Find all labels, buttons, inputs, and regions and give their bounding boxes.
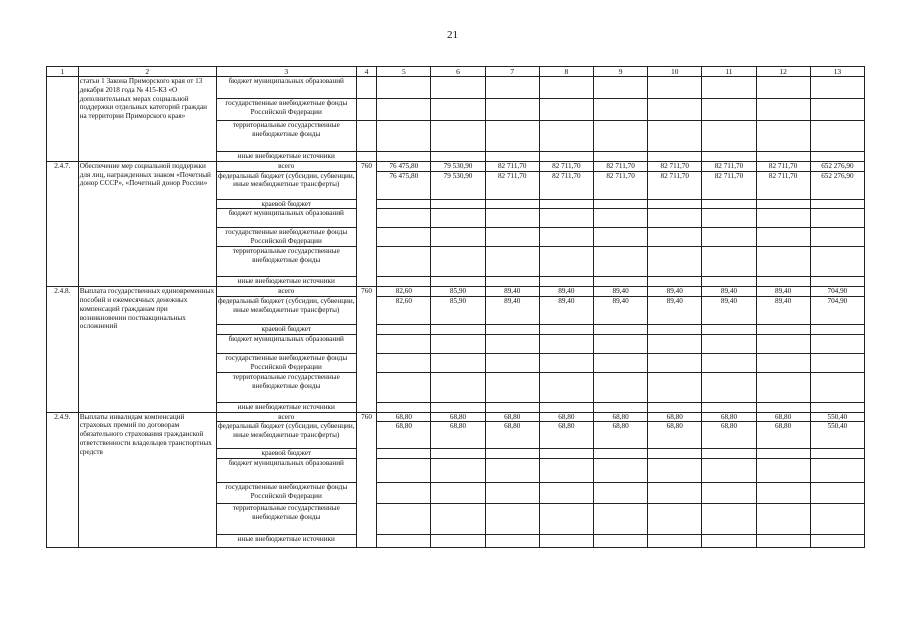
value-cell <box>756 121 810 152</box>
value-cell <box>377 372 431 402</box>
value-cell: 82 711,70 <box>485 171 539 199</box>
source-cell: федеральный бюджет (субсидии, субвенции, иные межбюджетные трансферты) <box>216 296 356 324</box>
table-row <box>47 412 865 422</box>
value-cell: 82 711,70 <box>539 171 593 199</box>
value-cell <box>431 199 485 209</box>
value-cell <box>485 535 539 548</box>
value-cell: 89,40 <box>539 296 593 324</box>
source-cell: государственные внебюджетные фонды Российской Федерации <box>216 228 356 247</box>
value-cell <box>377 277 431 287</box>
description-cell: Выплата государственных единовременных пособий и ежемесячных денежных компенсаций гражданам при возникновении поствакцинальных осложнений <box>78 287 216 412</box>
value-cell <box>756 504 810 535</box>
value-cell <box>431 334 485 353</box>
value-cell: 550,40 <box>810 412 864 422</box>
value-cell <box>810 199 864 209</box>
value-cell <box>810 483 864 504</box>
header-cell: 3 <box>216 67 356 77</box>
source-cell: бюджет муниципальных образований <box>216 459 356 483</box>
source-cell: территориальные государственные внебюджетные фонды <box>216 247 356 277</box>
value-cell <box>756 77 810 99</box>
value-cell <box>485 99 539 121</box>
value-cell <box>485 402 539 412</box>
value-cell: 89,40 <box>648 287 702 297</box>
value-cell <box>702 402 756 412</box>
value-cell: 79 530,90 <box>431 161 485 171</box>
value-cell <box>539 402 593 412</box>
value-cell <box>648 77 702 99</box>
value-cell <box>593 535 647 548</box>
value-cell <box>593 504 647 535</box>
value-cell <box>756 353 810 372</box>
value-cell <box>377 152 431 162</box>
value-cell <box>756 277 810 287</box>
value-cell <box>702 228 756 247</box>
value-cell: 89,40 <box>648 296 702 324</box>
header-cell: 4 <box>356 67 376 77</box>
value-cell <box>485 459 539 483</box>
value-cell: 68,80 <box>539 422 593 449</box>
value-cell <box>702 353 756 372</box>
value-cell <box>485 353 539 372</box>
value-cell <box>756 199 810 209</box>
value-cell: 68,80 <box>539 412 593 422</box>
value-cell <box>756 247 810 277</box>
value-cell <box>377 535 431 548</box>
value-cell <box>539 449 593 459</box>
value-cell <box>593 228 647 247</box>
value-cell <box>702 372 756 402</box>
value-cell <box>539 121 593 152</box>
value-cell: 68,80 <box>485 422 539 449</box>
header-cell: 12 <box>756 67 810 77</box>
source-cell: федеральный бюджет (субсидии, субвенции, иные межбюджетные трансферты) <box>216 171 356 199</box>
value-cell <box>810 324 864 334</box>
value-cell: 704,90 <box>810 296 864 324</box>
value-cell <box>648 99 702 121</box>
value-cell <box>539 372 593 402</box>
value-cell <box>593 77 647 99</box>
value-cell: 652 276,90 <box>810 161 864 171</box>
source-cell: иные внебюджетные источники <box>216 152 356 162</box>
value-cell <box>593 402 647 412</box>
value-cell <box>648 372 702 402</box>
value-cell: 82 711,70 <box>756 161 810 171</box>
value-cell <box>431 228 485 247</box>
value-cell <box>648 152 702 162</box>
value-cell: 82,60 <box>377 296 431 324</box>
source-cell: территориальные государственные внебюджетные фонды <box>216 504 356 535</box>
value-cell <box>377 504 431 535</box>
source-cell: иные внебюджетные источники <box>216 277 356 287</box>
code-cell: 2.4.9. <box>47 412 79 548</box>
value-cell: 85,90 <box>431 287 485 297</box>
header-cell: 2 <box>78 67 216 77</box>
source-cell: иные внебюджетные источники <box>216 535 356 548</box>
value-cell <box>485 504 539 535</box>
value-cell <box>756 459 810 483</box>
grbs-cell <box>356 77 376 99</box>
value-cell <box>431 209 485 228</box>
value-cell <box>593 483 647 504</box>
grbs-cell: 760 <box>356 412 376 548</box>
source-cell: иные внебюджетные источники <box>216 402 356 412</box>
value-cell <box>648 209 702 228</box>
header-cell: 13 <box>810 67 864 77</box>
value-cell <box>810 353 864 372</box>
source-cell: территориальные государственные внебюджетные фонды <box>216 372 356 402</box>
source-cell: государственные внебюджетные фонды Российской Федерации <box>216 99 356 121</box>
value-cell <box>593 247 647 277</box>
value-cell: 76 475,80 <box>377 161 431 171</box>
value-cell <box>485 449 539 459</box>
value-cell: 82 711,70 <box>756 171 810 199</box>
value-cell <box>377 459 431 483</box>
value-cell: 68,80 <box>377 422 431 449</box>
value-cell <box>756 483 810 504</box>
header-cell: 9 <box>593 67 647 77</box>
value-cell <box>593 459 647 483</box>
value-cell: 79 530,90 <box>431 171 485 199</box>
value-cell <box>485 228 539 247</box>
value-cell: 85,90 <box>431 296 485 324</box>
value-cell <box>648 459 702 483</box>
value-cell <box>648 121 702 152</box>
value-cell <box>485 199 539 209</box>
value-cell: 68,80 <box>593 422 647 449</box>
value-cell <box>485 277 539 287</box>
value-cell <box>702 334 756 353</box>
value-cell <box>756 99 810 121</box>
value-cell: 82,60 <box>377 287 431 297</box>
value-cell: 82 711,70 <box>593 171 647 199</box>
value-cell <box>702 504 756 535</box>
value-cell <box>539 77 593 99</box>
value-cell: 68,80 <box>702 412 756 422</box>
value-cell <box>593 449 647 459</box>
source-cell: всего <box>216 161 356 171</box>
value-cell <box>431 353 485 372</box>
value-cell: 68,80 <box>593 412 647 422</box>
value-cell <box>702 535 756 548</box>
value-cell <box>593 209 647 228</box>
header-cell: 7 <box>485 67 539 77</box>
value-cell <box>539 324 593 334</box>
value-cell <box>593 324 647 334</box>
value-cell <box>702 324 756 334</box>
value-cell <box>431 459 485 483</box>
source-cell: всего <box>216 412 356 422</box>
value-cell <box>593 277 647 287</box>
value-cell <box>810 77 864 99</box>
value-cell <box>810 402 864 412</box>
value-cell <box>702 121 756 152</box>
value-cell <box>431 449 485 459</box>
value-cell <box>377 228 431 247</box>
value-cell <box>431 121 485 152</box>
source-cell: краевой бюджет <box>216 324 356 334</box>
value-cell <box>377 334 431 353</box>
value-cell: 82 711,70 <box>702 171 756 199</box>
source-cell: бюджет муниципальных образований <box>216 334 356 353</box>
table-header-row <box>47 67 865 77</box>
value-cell: 550,40 <box>810 422 864 449</box>
value-cell: 68,80 <box>485 412 539 422</box>
value-cell <box>756 228 810 247</box>
value-cell <box>702 99 756 121</box>
value-cell <box>485 334 539 353</box>
value-cell <box>702 209 756 228</box>
value-cell <box>431 99 485 121</box>
value-cell <box>593 152 647 162</box>
value-cell <box>431 152 485 162</box>
value-cell <box>377 353 431 372</box>
value-cell: 89,40 <box>756 287 810 297</box>
value-cell <box>810 121 864 152</box>
value-cell: 68,80 <box>377 412 431 422</box>
description-cell: статьи 1 Закона Приморского края от 13 декабря 2018 года № 415-КЗ «О дополнительных мерах социальной поддержки отдельных категорий граждан на территории Приморского края» <box>78 77 216 162</box>
value-cell <box>539 459 593 483</box>
value-cell: 82 711,70 <box>485 161 539 171</box>
value-cell <box>756 324 810 334</box>
value-cell <box>756 372 810 402</box>
value-cell <box>485 152 539 162</box>
value-cell <box>702 449 756 459</box>
value-cell <box>648 504 702 535</box>
description-cell: Выплаты инвалидам компенсаций страховых премий по договорам обязательного страхования гражданской ответственности владельцев транспортных средств <box>78 412 216 548</box>
value-cell: 68,80 <box>702 422 756 449</box>
value-cell <box>810 209 864 228</box>
value-cell: 82 711,70 <box>539 161 593 171</box>
value-cell <box>485 121 539 152</box>
value-cell <box>810 277 864 287</box>
value-cell <box>593 121 647 152</box>
value-cell <box>377 209 431 228</box>
value-cell <box>810 372 864 402</box>
value-cell <box>485 247 539 277</box>
value-cell <box>702 277 756 287</box>
value-cell <box>539 535 593 548</box>
value-cell: 82 711,70 <box>702 161 756 171</box>
value-cell: 89,40 <box>485 287 539 297</box>
value-cell: 89,40 <box>702 296 756 324</box>
value-cell <box>810 228 864 247</box>
value-cell: 68,80 <box>756 412 810 422</box>
value-cell <box>539 334 593 353</box>
value-cell <box>648 535 702 548</box>
value-cell: 68,80 <box>648 422 702 449</box>
value-cell: 89,40 <box>593 296 647 324</box>
value-cell <box>539 99 593 121</box>
value-cell <box>648 334 702 353</box>
value-cell: 89,40 <box>756 296 810 324</box>
value-cell <box>648 247 702 277</box>
value-cell <box>539 483 593 504</box>
header-cell: 8 <box>539 67 593 77</box>
value-cell <box>539 209 593 228</box>
value-cell <box>485 209 539 228</box>
value-cell <box>431 504 485 535</box>
value-cell: 82 711,70 <box>648 161 702 171</box>
value-cell <box>431 324 485 334</box>
value-cell: 76 475,80 <box>377 171 431 199</box>
header-cell: 6 <box>431 67 485 77</box>
value-cell <box>593 353 647 372</box>
value-cell <box>648 449 702 459</box>
value-cell <box>485 324 539 334</box>
value-cell <box>377 121 431 152</box>
value-cell <box>593 372 647 402</box>
grbs-cell <box>356 99 376 121</box>
value-cell <box>539 228 593 247</box>
value-cell <box>377 77 431 99</box>
value-cell <box>648 324 702 334</box>
value-cell <box>377 99 431 121</box>
value-cell <box>377 247 431 277</box>
value-cell <box>810 504 864 535</box>
value-cell <box>431 247 485 277</box>
value-cell: 89,40 <box>702 287 756 297</box>
grbs-cell: 760 <box>356 287 376 412</box>
value-cell <box>810 152 864 162</box>
value-cell <box>648 277 702 287</box>
value-cell <box>539 353 593 372</box>
value-cell <box>593 99 647 121</box>
source-cell: краевой бюджет <box>216 199 356 209</box>
value-cell <box>648 228 702 247</box>
value-cell <box>756 152 810 162</box>
code-cell: 2.4.8. <box>47 287 79 412</box>
value-cell <box>648 353 702 372</box>
source-cell: всего <box>216 287 356 297</box>
value-cell <box>485 77 539 99</box>
value-cell <box>756 402 810 412</box>
value-cell <box>756 535 810 548</box>
value-cell <box>431 77 485 99</box>
header-cell: 10 <box>648 67 702 77</box>
value-cell <box>810 535 864 548</box>
source-cell: территориальные государственные внебюджетные фонды <box>216 121 356 152</box>
value-cell <box>377 199 431 209</box>
table-row <box>47 287 865 297</box>
value-cell: 82 711,70 <box>648 171 702 199</box>
value-cell <box>377 483 431 504</box>
source-cell: государственные внебюджетные фонды Российской Федерации <box>216 353 356 372</box>
value-cell <box>377 449 431 459</box>
grbs-cell: 760 <box>356 161 376 286</box>
grbs-cell <box>356 152 376 162</box>
header-cell: 1 <box>47 67 79 77</box>
value-cell <box>431 277 485 287</box>
source-cell: федеральный бюджет (субсидии, субвенции, иные межбюджетные трансферты) <box>216 422 356 449</box>
value-cell <box>648 483 702 504</box>
value-cell <box>756 449 810 459</box>
value-cell <box>810 449 864 459</box>
value-cell <box>756 334 810 353</box>
value-cell <box>377 324 431 334</box>
value-cell <box>539 247 593 277</box>
value-cell: 652 276,90 <box>810 171 864 199</box>
value-cell <box>810 99 864 121</box>
table-row <box>47 77 865 99</box>
value-cell <box>702 199 756 209</box>
budget-table <box>46 66 865 548</box>
value-cell <box>810 334 864 353</box>
value-cell <box>593 199 647 209</box>
value-cell: 68,80 <box>431 422 485 449</box>
source-cell: бюджет муниципальных образований <box>216 77 356 99</box>
value-cell: 68,80 <box>431 412 485 422</box>
code-cell: 2.4.7. <box>47 161 79 286</box>
table-row <box>47 161 865 171</box>
value-cell: 704,90 <box>810 287 864 297</box>
value-cell: 89,40 <box>539 287 593 297</box>
value-cell <box>702 483 756 504</box>
value-cell <box>810 247 864 277</box>
header-cell: 11 <box>702 67 756 77</box>
description-cell: Обеспечение мер социальной поддержки для лиц, награжденных знаком «Почетный донор СССР», «Почетный донор России» <box>78 161 216 286</box>
value-cell <box>485 483 539 504</box>
value-cell <box>702 152 756 162</box>
value-cell <box>648 199 702 209</box>
source-cell: государственные внебюджетные фонды Российской Федерации <box>216 483 356 504</box>
value-cell <box>377 402 431 412</box>
value-cell <box>539 199 593 209</box>
value-cell <box>810 459 864 483</box>
value-cell <box>485 372 539 402</box>
value-cell: 89,40 <box>593 287 647 297</box>
grbs-cell <box>356 121 376 152</box>
value-cell <box>431 535 485 548</box>
value-cell: 82 711,70 <box>593 161 647 171</box>
source-cell: бюджет муниципальных образований <box>216 209 356 228</box>
value-cell <box>539 277 593 287</box>
value-cell: 68,80 <box>756 422 810 449</box>
value-cell <box>539 152 593 162</box>
page-number: 21 <box>447 29 458 41</box>
value-cell <box>431 483 485 504</box>
value-cell <box>593 334 647 353</box>
value-cell: 68,80 <box>648 412 702 422</box>
value-cell <box>756 209 810 228</box>
value-cell <box>702 247 756 277</box>
value-cell <box>648 402 702 412</box>
header-cell: 5 <box>377 67 431 77</box>
value-cell <box>539 504 593 535</box>
value-cell: 89,40 <box>485 296 539 324</box>
source-cell: краевой бюджет <box>216 449 356 459</box>
code-cell <box>47 77 79 162</box>
value-cell <box>431 372 485 402</box>
value-cell <box>702 77 756 99</box>
value-cell <box>431 402 485 412</box>
value-cell <box>702 459 756 483</box>
